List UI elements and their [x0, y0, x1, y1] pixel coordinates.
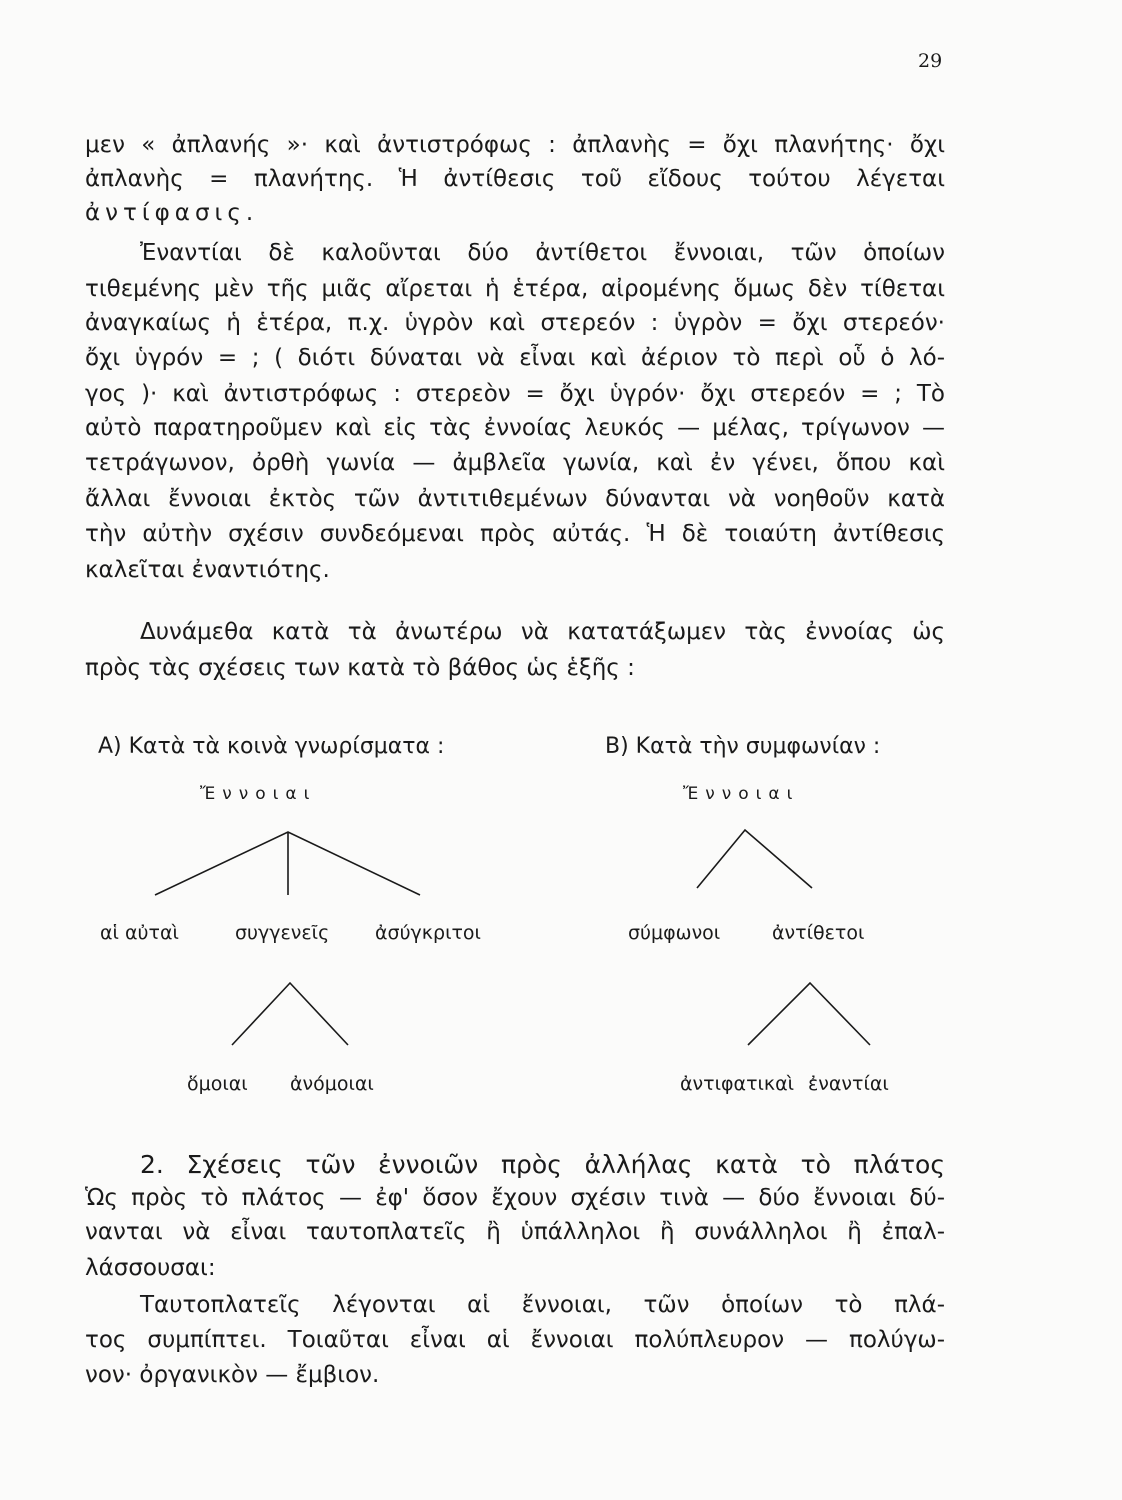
text-line: Ὡς πρὸς τὸ πλάτος — ἐφ' ὅσον ἔχουν σχέσιν τινὰ — δύο ἔννοιαι δύ- — [85, 1185, 945, 1211]
diagram-a-root: Ἔννοιαι — [200, 784, 317, 804]
text-line: πρὸς τὰς σχέσεις των κατὰ τὸ βάθος ὡς ἑξῆς : — [85, 655, 635, 681]
text-line: Δυνάμεθα κατὰ τὰ ἀνωτέρω νὰ κατατάξωμεν τὰς ἐννοίας ὡς — [140, 619, 945, 645]
text-line: ἀναγκαίως ἡ ἑτέρα, π.χ. ὑγρὸν καὶ στερεόν : ὑγρὸν = ὄχι στερεόν· — [85, 310, 945, 336]
diagram-a-child: συγγενεῖς — [235, 922, 330, 944]
text-line: Ἐναντίαι δὲ καλοῦνται δύο ἀντίθετοι ἔννοιαι, τῶν ὁποίων — [140, 240, 945, 266]
text-line: ἀντίφασις. — [85, 200, 259, 226]
text-line: Ταυτοπλατεῖς λέγονται αἱ ἔννοιαι, τῶν ὁποίων τὸ πλά- — [140, 1292, 945, 1318]
diagram-b-grandchild: ἐναντίαι — [808, 1073, 889, 1095]
section-heading: 2. Σχέσεις τῶν ἐννοιῶν πρὸς ἀλλήλας κατὰ τὸ πλάτος — [140, 1150, 945, 1179]
text-line: τος συμπίπτει. Τοιαῦται εἶναι αἱ ἔννοιαι πολύπλευρον — πολύγω- — [85, 1327, 945, 1353]
page-number: 29 — [918, 50, 943, 72]
text-line: νον· ὀργανικὸν — ἔμβιον. — [85, 1362, 380, 1388]
diagram-b-heading: Β) Κατὰ τὴν συμφωνίαν : — [605, 734, 881, 759]
text-line: γος )· καὶ ἀντιστρόφως : στερεὸν = ὄχι ὑγρόν· ὄχι στερεόν = ; Τὸ — [85, 381, 945, 407]
text-line: αὐτὸ παρατηροῦμεν καὶ εἰς τὰς ἐννοίας λευκός — μέλας, τρίγωνον — — [85, 415, 945, 441]
text-line: καλεῖται ἐναντιότης. — [85, 557, 330, 583]
tree-a-branches — [155, 832, 420, 895]
diagram-a-heading: Α) Κατὰ τὰ κοινὰ γνωρίσματα : — [98, 734, 445, 759]
diagram-a-child: ἀσύγκριτοι — [375, 922, 481, 944]
diagram-a-grandchild: ἀνόμοιαι — [290, 1073, 374, 1095]
text-line: μεν « ἀπλανής »· καὶ ἀντιστρόφως : ἀπλανὴς = ὄχι πλανήτης· ὄχι — [85, 132, 945, 158]
text-line: λάσσουσαι: — [85, 1255, 216, 1281]
text-line: τιθεμένης μὲν τῆς μιᾶς αἴρεται ἡ ἑτέρα, αἰρομένης ὅμως δὲν τίθεται — [85, 276, 945, 302]
text-line: τὴν αὐτὴν σχέσιν συνδεόμεναι πρὸς αὐτάς. Ἡ δὲ τοιαύτη ἀντίθεσις — [85, 521, 945, 547]
diagram-b-child: ἀντίθετοι — [772, 922, 865, 944]
text-line: ὄχι ὑγρόν = ; ( διότι δύναται νὰ εἶναι καὶ ἀέριον τὸ περὶ οὗ ὁ λό- — [85, 345, 945, 371]
diagram-a-child: αἱ αὐταὶ — [100, 922, 179, 944]
tree-b-subbranches — [748, 983, 870, 1045]
diagram-b-root: Ἔννοιαι — [683, 784, 800, 804]
diagram-a-grandchild: ὅμοιαι — [187, 1073, 248, 1095]
text-line: ἀπλανὴς = πλανήτης. Ἡ ἀντίθεσις τοῦ εἴδους τούτου λέγεται — [85, 166, 945, 192]
tree-a-subbranches — [232, 983, 348, 1045]
text-line: τετράγωνον, ὀρθὴ γωνία — ἀμβλεῖα γωνία, καὶ ἐν γένει, ὅπου καὶ — [85, 450, 945, 476]
text-line: ἄλλαι ἔννοιαι ἐκτὸς τῶν ἀντιτιθεμένων δύνανται νὰ νοηθοῦν κατὰ — [85, 486, 945, 512]
text-line: νανται νὰ εἶναι ταυτοπλατεῖς ἢ ὑπάλληλοι ἢ συνάλληλοι ἢ ἐπαλ- — [85, 1219, 945, 1245]
tree-b-branches — [697, 830, 812, 888]
diagram-b-child: σύμφωνοι — [628, 922, 721, 944]
diagram-b-grandchild: ἀντιφατικαὶ — [680, 1073, 795, 1095]
